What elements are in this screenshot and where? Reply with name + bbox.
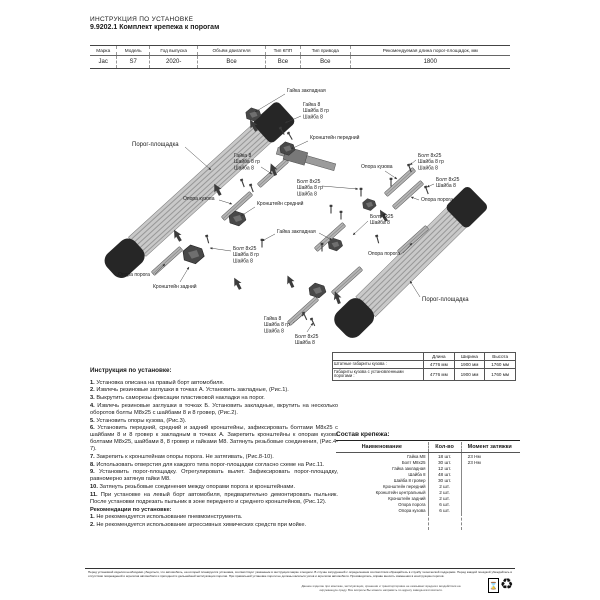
hardware-name-cell: Шайба 8 [408, 471, 426, 477]
hardware-qty-cell: 2 шт. [428, 489, 461, 495]
spec-header-cell: Рекомендуемая длина порог-площадок, мм [350, 46, 510, 56]
header [90, 16, 219, 31]
footer-legal-text: Перед установкой изделия необходимо убедиться, что автомобиль, на который планируется установка, соответствует указанным в инструкции марке и модели. В случае затруднений с определением соответствия обращайтесь в службу технической поддержки. Перед каждой поездкой убеждайтесь в отсутствии повреждений и агрегатов автомобиля и пригодности дальнейшей эксплуатации порогов. При правильной установке пороги не должны касаться узлов и агрегатов автомобиля. Производитель, вправе вносить изменения в конструкцию порогов. [88, 570, 512, 578]
diagram-label: Кронштейн передний [310, 135, 360, 141]
dimensions-row [333, 360, 516, 368]
dimensions-header-row [333, 353, 516, 361]
diagram-label: Болт 8х25 Шайба 8 [370, 214, 394, 227]
leader-line [262, 234, 275, 241]
dimensions-value-cell: 1760 мм [485, 360, 516, 368]
leader-line [353, 221, 368, 235]
spec-header-cell: Объём двигателя [198, 46, 265, 56]
dimensions-value-cell: 1900 мм [454, 360, 485, 368]
diagram-label: Опора порога [118, 272, 150, 278]
dimensions-value-cell: 4776 мм [424, 360, 455, 368]
hardware-header-cell: Момент затяжки [461, 442, 520, 453]
installation-instructions [90, 367, 338, 529]
spec-value-cell: Jac [98, 58, 108, 65]
exploded-parts-diagram [85, 85, 515, 385]
diagram-label: Кронштейн задний [153, 284, 197, 290]
hardware-title: Состав крепежа: [336, 431, 520, 441]
hardware-name-cell: Кронштейн передний [383, 483, 426, 489]
dimensions-table [332, 352, 516, 381]
spec-value-cell: Все [265, 56, 300, 69]
instruction-step: 5. Установить опоры кузова, (Рис.3). [90, 417, 187, 424]
recommendations-title: Рекомендации по установке: [90, 506, 172, 513]
recommendation-item: 1. Не рекомендуется использование пневмоинструмента. [90, 513, 243, 520]
hardware-filler-row [336, 513, 520, 530]
kit-title: 9.9202.1 Комплект крепежа к порогам [90, 24, 220, 31]
leader-line [219, 200, 232, 204]
diagram-label: Гайка 8 Шайба 8 гр Шайба 8 [234, 153, 260, 172]
hardware-empty-cell [336, 513, 428, 530]
diagram-label: Опора кузова [183, 196, 215, 202]
dimensions-value-cell: 1900 мм [454, 368, 485, 380]
hardware-name-cell: Болт М8х25 [401, 459, 426, 465]
hardware-qty-cell: 2 шт. [428, 483, 461, 489]
diagram-label: Опора порога [421, 197, 453, 203]
recommendations-list [90, 514, 338, 529]
diagram-label: Гайка 8 Шайба 8 гр Шайба 8 [264, 316, 290, 335]
hardware-section [336, 431, 520, 530]
hardware-torque-cell: 23 Нм [461, 453, 520, 460]
dimensions-value-cell: 4776 мм [424, 368, 455, 380]
dimensions-row [333, 368, 516, 380]
leader-line [427, 184, 434, 187]
spec-data-row [90, 56, 510, 69]
hardware-header-row [336, 442, 520, 453]
instructions-list [90, 380, 338, 506]
service-life-icon [488, 578, 499, 593]
diagram-label: Гайка закладная [277, 229, 316, 235]
leader-line [322, 186, 358, 189]
spec-value-cell: 2020- [149, 56, 197, 69]
leader-line [307, 323, 313, 332]
spec-value-cell: Все [198, 56, 265, 69]
diagram-label: Гайка 8 Шайба 8 гр Шайба 8 [303, 102, 329, 121]
instruction-step: 4. Извлечь резиновые заглушки в точках Б. Установить закладные, вкрутить на несколько оборотов болты М8х25 с шайбами 8 и 8 гровер, (Рис.2). [90, 402, 338, 416]
hardware-qty-cell: 48 шт. [428, 471, 461, 477]
diagram-label: Болт 8х25 Шайба 8 [295, 334, 319, 347]
leader-line [241, 207, 255, 216]
instruction-step: 10. Затянуть резьбовые соединения между опорами порога и кронштейнами. [90, 484, 296, 491]
recycle-icon: ♻ [500, 575, 514, 593]
diagram-label: Порог-площадка [132, 142, 179, 148]
hardware-name-cell: Кронштейн задний [388, 495, 426, 501]
dimensions-header-cell: Ширина [454, 353, 485, 361]
diagram-label: Болт 8х25 Шайба 8 гр Шайба 8 [233, 246, 259, 265]
diagram-label: Болт 8х25 Шайба 8 гр Шайба 8 [418, 153, 444, 172]
spec-header-cell: Тип привода [301, 46, 350, 56]
hardware-torque-cell: 23 Нм [461, 459, 520, 465]
dimensions-row-label: Штатные габариты кузова : [333, 360, 424, 368]
leader-line [185, 147, 211, 170]
dimensions-header-cell [333, 353, 424, 361]
diagram-label: Кронштейн средний [257, 201, 304, 207]
hardware-empty-cell [461, 513, 520, 530]
hardware-qty-cell: 30 шт. [428, 459, 461, 465]
footer-divider [85, 568, 515, 569]
page-title: ИНСТРУКЦИЯ ПО УСТАНОВКЕ [90, 16, 194, 23]
hardware-empty-cell [428, 513, 461, 530]
hardware-qty-cell: 6 шт. [428, 507, 461, 513]
dimensions-value-cell: 1760 мм [485, 368, 516, 380]
diagram-label: Болт 8х25 Шайба 8 [436, 177, 460, 190]
vehicle-spec-table [90, 45, 510, 69]
diagram-label: Опора кузова [361, 164, 393, 170]
hardware-qty-cell: 12 шт. [428, 465, 461, 471]
instruction-step: 6. Установить передний, средний и задний кронштейны, зафиксировать болтами М8х25 с шайбами 8 и 8 гровер к закладным в точках А. Закрепить кронштейны к опорам кузова болтами М8х25, шайбами 8, 8 гровер и гайками М8. Затянуть резьбовые соединения, (Рис.4-7). [90, 425, 339, 453]
hardware-name-cell: Гайка М8 [407, 453, 426, 459]
spec-header-cell: Тип КПП [265, 46, 300, 56]
spec-value-cell: Все [301, 56, 350, 69]
hardware-name-cell: Кронштейн центральный [375, 489, 426, 495]
instruction-step: 3. Выкрутить саморезы фиксации пластиковой накладки на порог. [90, 395, 265, 402]
hourglass-icon: ⌛ [489, 581, 498, 590]
footer-eco-text: Данное изделие при монтаже, эксплуатации, хранении и транспортировке не оказывает вредного воздействия на окружающую среду. Все вопросы Вы можете направить по адресу завода-изготовителя. [301, 584, 461, 593]
instruction-step: 7. Закрепить к кронштейнам опоры порога. Не затягивать, (Рис.8-10). [90, 453, 274, 460]
diagram-label: Болт 8х25 Шайба 8 гр Шайба 8 [297, 179, 323, 198]
hardware-name-cell: Гайка закладная [392, 465, 426, 471]
leader-line [411, 197, 419, 200]
spec-value-cell: S7 [117, 56, 150, 69]
leader-line [180, 267, 189, 282]
leader-line [410, 281, 420, 297]
diagram-label: Опора порога [368, 251, 400, 257]
hardware-name-cell: Шайба 8 гровер [393, 477, 426, 483]
spec-header-cell: Год выпуска [149, 46, 197, 56]
instructions-title: Инструкция по установке: [90, 367, 172, 374]
hardware-qty-cell: 2 шт. [428, 495, 461, 501]
running-board-right [330, 185, 489, 342]
leader-line [410, 160, 416, 165]
hardware-qty-cell: 18 шт. [428, 453, 461, 460]
hardware-header-cell: Наименование [336, 442, 428, 453]
instruction-step: 2. Извлечь резиновые заглушки в точках А. Установить закладные, (Рис.1). [90, 387, 289, 394]
leader-line [210, 248, 231, 251]
recommendation-item: 2. Не рекомендуется использование агрессивных химических средств при мойке. [90, 521, 307, 528]
instruction-step: 1. Установка описана на правый борт автомобиля. [90, 379, 225, 386]
hardware-table [336, 442, 520, 530]
hardware-qty-cell: 6 шт. [428, 501, 461, 507]
dimensions-row-label: Габариты кузова с установленными порогами : [333, 368, 424, 380]
spec-header-cell: Модель [117, 46, 150, 56]
instruction-step: 8. Использовать отверстия для каждого типа порог-площадки согласно схеме на Рис.11. [90, 461, 325, 468]
dimensions-header-cell: Высота [485, 353, 516, 361]
instruction-step: 9. Установить порог-площадку. Отрегулировать вылет. Зафиксировать порог-площадку, равномерно затянув гайки М8. [90, 469, 338, 483]
spec-header-cell: Марка [90, 46, 117, 56]
hardware-name-cell: Опора кузова [398, 507, 426, 513]
spec-value-cell: 1800 [350, 56, 510, 69]
dimensions-header-cell: Длина [424, 353, 455, 361]
diagram-label: Порог-площадка [422, 297, 469, 303]
spec-header-row [90, 46, 510, 56]
hardware-name-cell: Опора порога [398, 501, 426, 507]
hardware-header-cell: Кол-во [428, 442, 461, 453]
instruction-step: 11. При установке на левый борт автомобиля, предварительно демонтировать пыльник. После установки подрезать пыльник в зоне переднего и среднего кронштейнов, (Рис.12). [90, 491, 338, 505]
diagram-label: Гайка закладная [287, 88, 326, 94]
hardware-qty-cell: 30 шт. [428, 477, 461, 483]
